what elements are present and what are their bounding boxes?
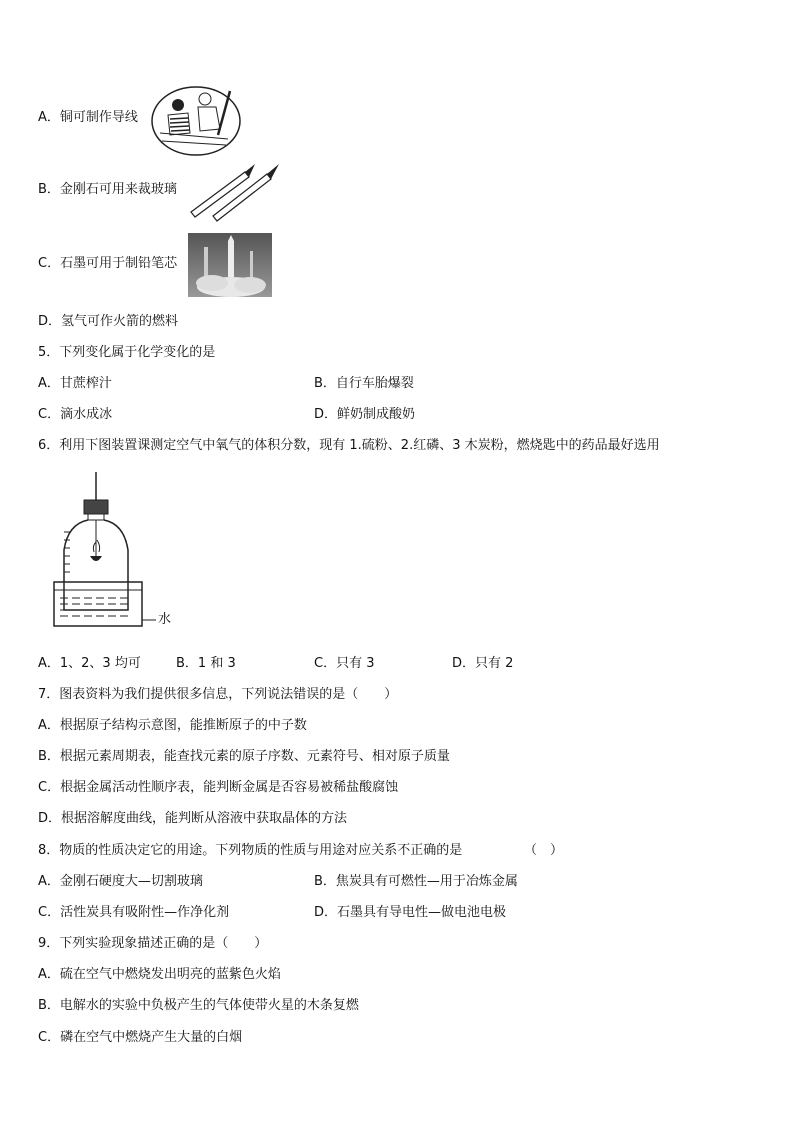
q5-option-a: A．甘蔗榨汁 <box>38 376 112 391</box>
q7-option-a: A．根据原子结构示意图，能推断原子的中子数 <box>38 718 307 733</box>
oxygen-apparatus-diagram <box>52 470 156 634</box>
q4-option-b: B．金刚石可用来裁玻璃 <box>38 182 177 197</box>
q8-option-d: D．石墨具有导电性—做电池电极 <box>314 905 507 920</box>
q9-option-a: A．硫在空气中燃烧发出明亮的蓝紫色火焰 <box>38 967 281 982</box>
q6-stem: 6．利用下图装置课测定空气中氧气的体积分数，现有 1.硫粉、2.红磷、3 木炭粉，燃烧匙中的药品最好选用 <box>38 438 660 453</box>
water-label: 水 <box>158 612 172 627</box>
pencils-image <box>185 160 283 222</box>
q5-option-d: D．鲜奶制成酸奶 <box>314 407 416 422</box>
q7-option-b: B．根据元素周期表，能查找元素的原子序数、元素符号、相对原子质量 <box>38 749 450 764</box>
workers-wiring-image <box>150 85 242 157</box>
q9-option-b: B．电解水的实验中负极产生的气体使带火星的木条复燃 <box>38 998 359 1013</box>
q4-option-d: D．氢气可作火箭的燃料 <box>38 314 179 329</box>
q5-option-c: C．滴水成冰 <box>38 407 113 422</box>
q8-option-b: B．焦炭具有可燃性—用于冶炼金属 <box>314 874 518 889</box>
q6-option-b: B．1 和 3 <box>176 656 236 671</box>
q9-stem: 9．下列实验现象描述正确的是（ ） <box>38 936 268 951</box>
q6-option-a: A．1、2、3 均可 <box>38 656 141 671</box>
rocket-launch-image <box>188 233 272 297</box>
q8-answer-paren: （ ） <box>524 843 564 858</box>
q8-stem: 8．物质的性质决定它的用途。下列物质的性质与用途对应关系不正确的是 <box>38 843 463 858</box>
q6-option-c: C．只有 3 <box>314 656 375 671</box>
q9-option-c: C．磷在空气中燃烧产生大量的白烟 <box>38 1030 243 1045</box>
q4-option-a: A．铜可制作导线 <box>38 110 138 125</box>
q4-option-c: C．石墨可用于制铅笔芯 <box>38 256 178 271</box>
q7-option-c: C．根据金属活动性顺序表，能判断金属是否容易被稀盐酸腐蚀 <box>38 780 399 795</box>
q7-option-d: D．根据溶解度曲线，能判断从溶液中获取晶体的方法 <box>38 811 348 826</box>
q5-option-b: B．自行车胎爆裂 <box>314 376 414 391</box>
q7-stem: 7．图表资料为我们提供很多信息，下列说法错误的是（ ） <box>38 687 398 702</box>
q8-option-c: C．活性炭具有吸附性—作净化剂 <box>38 905 230 920</box>
q6-option-d: D．只有 2 <box>452 656 514 671</box>
q5-stem: 5．下列变化属于化学变化的是 <box>38 345 216 360</box>
q8-option-a: A．金刚石硬度大—切割玻璃 <box>38 874 203 889</box>
